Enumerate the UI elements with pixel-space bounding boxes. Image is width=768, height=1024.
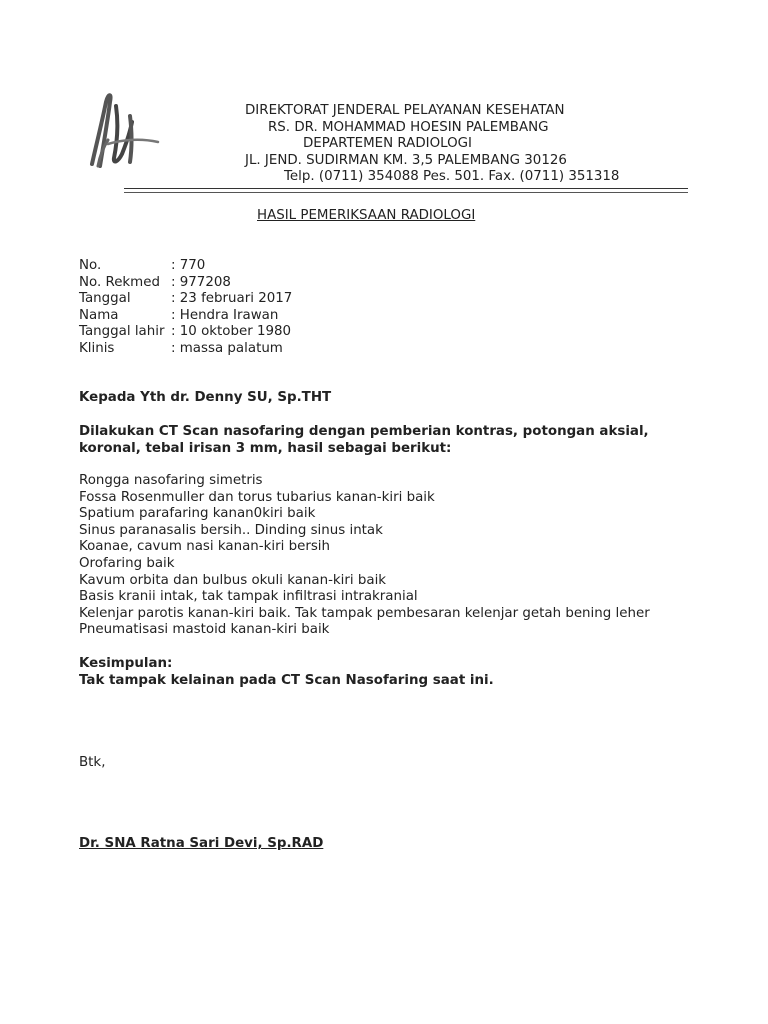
letterhead-divider [124, 188, 688, 189]
finding-item: Basis kranii intak, tak tampak infiltrasi intrakranial [79, 589, 418, 605]
info-label: No. Rekmed [79, 274, 160, 290]
conclusion-heading: Kesimpulan: [79, 656, 173, 671]
letterhead-contact: Telp. (0711) 354088 Pes. 501. Fax. (0711) 351318 [284, 169, 620, 185]
closing-remark: Btk, [79, 755, 106, 770]
info-row-date [79, 291, 292, 308]
examination-intro: Dilakukan CT Scan nasofaring dengan pemberian kontras, potongan aksial, koronal, tebal irisan 3 mm, hasil sebagai berikut: [79, 424, 649, 456]
finding-item: Orofaring baik [79, 555, 175, 571]
signer-name: Dr. SNA Ratna Sari Devi, Sp.RAD [79, 836, 324, 851]
info-label: Nama [79, 307, 119, 323]
letterhead-directorate: DIREKTORAT JENDERAL PELAYANAN KESEHATAN [245, 103, 565, 118]
finding-item: Rongga nasofaring simetris [79, 473, 263, 488]
info-label: No. [79, 258, 102, 273]
letterhead-department: DEPARTEMEN RADIOLOGI [303, 136, 472, 152]
finding-item: Spatium parafaring kanan0kiri baik [79, 506, 316, 522]
finding-item: Kelenjar parotis kanan-kiri baik. Tak tampak pembesaran kelenjar getah bening leher [79, 605, 650, 621]
info-value: : 770 [171, 258, 206, 273]
finding-item: Pneumatisasi mastoid kanan-kiri baik [79, 622, 330, 638]
finding-item: Fossa Rosenmuller dan torus tubarius kanan-kiri baik [79, 489, 435, 505]
finding-item: Koanae, cavum nasi kanan-kiri bersih [79, 539, 331, 555]
letterhead-divider-thin [124, 192, 688, 193]
conclusion [79, 655, 494, 689]
info-row-clinical [79, 341, 292, 358]
info-value: : massa palatum [171, 340, 283, 356]
info-row-birth-date [79, 324, 292, 341]
letterhead [200, 103, 710, 186]
info-label: Tanggal [79, 291, 131, 307]
letterhead-hospital: RS. DR. MOHAMMAD HOESIN PALEMBANG [268, 119, 549, 135]
addressee: Kepada Yth dr. Denny SU, Sp.THT [79, 390, 332, 405]
info-label: Klinis [79, 340, 115, 356]
finding-item: Sinus paranasalis bersih.. Dinding sinus intak [79, 522, 383, 538]
findings-list [79, 473, 650, 639]
info-row-number [79, 258, 292, 275]
info-value: : Hendra Irawan [171, 307, 279, 323]
finding-item: Kavum orbita dan bulbus okuli kanan-kiri baik [79, 572, 387, 588]
info-value: : 977208 [171, 274, 231, 290]
info-row-name [79, 308, 292, 325]
info-label: Tanggal lahir [79, 324, 165, 340]
patient-info [79, 258, 292, 358]
info-value: : 23 februari 2017 [171, 291, 293, 307]
document-title: HASIL PEMERIKSAAN RADIOLOGI [257, 208, 476, 223]
letterhead-address: JL. JEND. SUDIRMAN KM. 3,5 PALEMBANG 30126 [245, 152, 567, 168]
hospital-monogram-logo [78, 86, 164, 178]
info-row-medical-record [79, 275, 292, 292]
info-value: : 10 oktober 1980 [171, 324, 292, 340]
conclusion-text: Tak tampak kelainan pada CT Scan Nasofaring saat ini. [79, 673, 494, 688]
